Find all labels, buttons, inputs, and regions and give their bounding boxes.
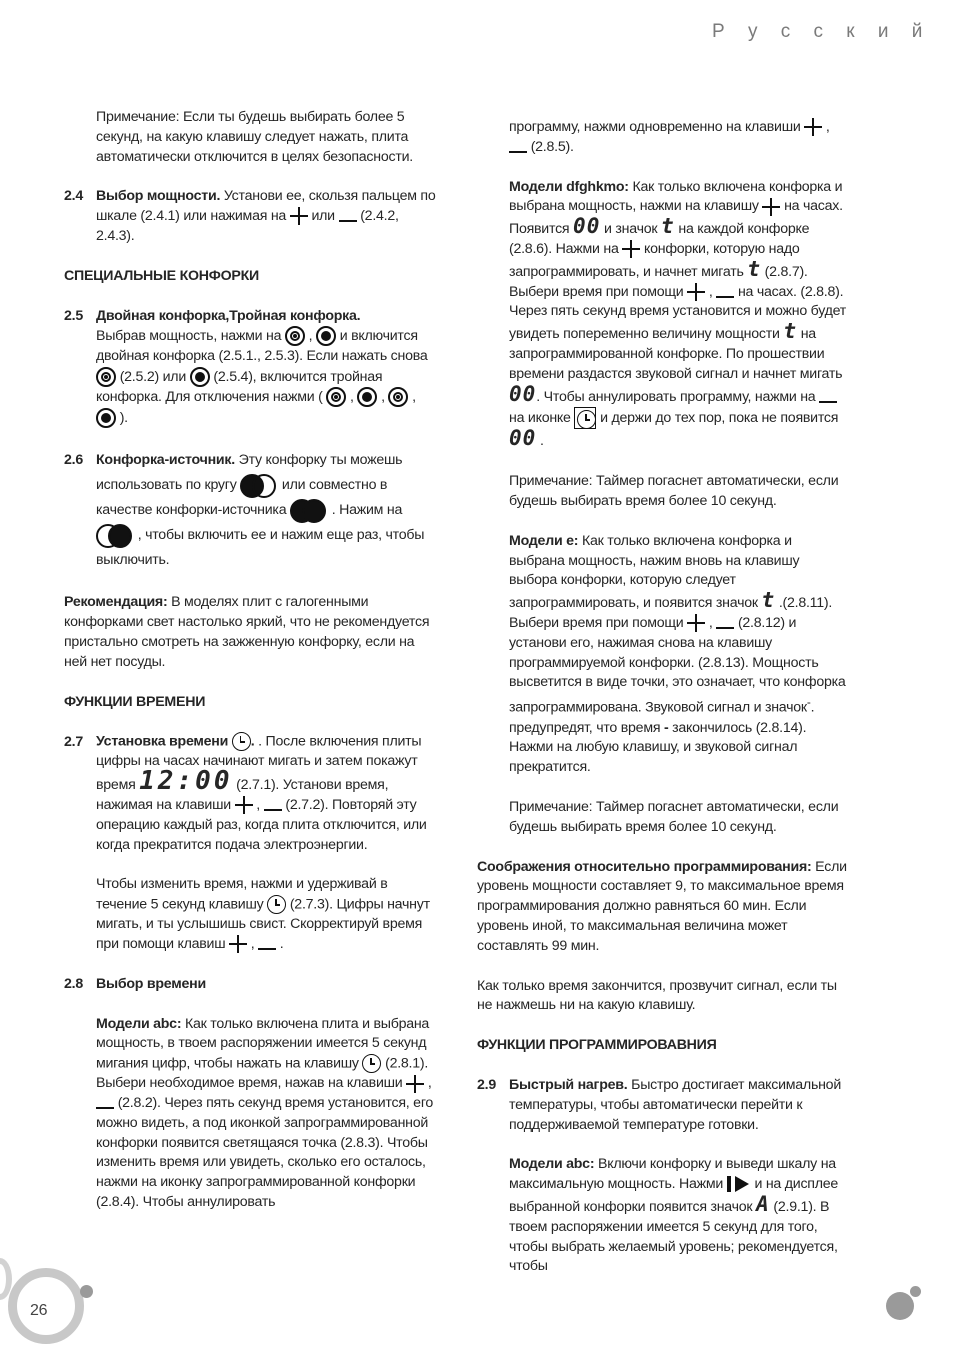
plus-icon <box>406 1075 424 1093</box>
display-00: 00 <box>509 381 537 406</box>
minus-icon <box>96 1107 114 1109</box>
clock-icon <box>362 1054 381 1073</box>
minus-icon <box>509 151 527 153</box>
decor-dot <box>80 1285 93 1298</box>
recommendation: Рекомендация: В моделях плит с галогенными конфорками свет настолько яркий, что не рекомендуется пристально смотреть на зажженную конфорку, если на ней нет посуды. <box>64 594 430 670</box>
heading-programming-functions: ФУНКЦИИ ПРОГРАММИРОВАВНИЯ <box>477 1037 717 1054</box>
plus-icon <box>235 796 253 814</box>
display-t: t <box>661 214 675 239</box>
models-abc: Модели abc: Как только включена плита и выбрана мощность, в твоем распоряжении имеется 5 секунд мигания цифр, чтобы нажать на клавишу (2.8.1). Выбери необходимое время, нажав на клавиши , (2.8.2). Через пять секунд время установится, его можно видеть, а под иконкой запрограммированной конфорки появится светящаяся точка (2.8.3). Чтобы изменить время или увидеть, сколько его осталось, нажми на иконку запрограммированной конфорки (2.8.4). Чтобы аннулировать <box>96 1015 434 1211</box>
decor-circle <box>886 1292 914 1320</box>
double-ring-icon <box>316 326 336 346</box>
time-display: 12:00 <box>139 766 233 797</box>
clock-icon <box>267 895 286 914</box>
section-2-5: 2.5 Двойная конфорка,Тройная конфорка. Выбрав мощность, нажми на , и включится двойная конфорка (2.5.1., 2.5.3). Если нажать снова (2.5.2) или (2.5.4), включится тройная конфорка. Для отключения нажми ( , , , ). <box>64 307 436 429</box>
decor-dot <box>910 1286 921 1297</box>
section-2-4: 2.4 Выбор мощности. Установи ее, скользя пальцем по шкале (2.4.1) или нажимая на или (2.4.2, 2.4.3). <box>64 188 436 244</box>
triple-ring-icon <box>285 326 305 346</box>
triple-ring-icon <box>388 387 408 407</box>
minus-icon <box>258 948 276 950</box>
section-2-9: 2.9 Быстрый нагрев. Быстро достигает максимальной температуры, чтобы автоматически перейти к поддерживаемой температуре готовки. <box>477 1077 841 1133</box>
section-2-7: 2.7 Установка времени . . После включения плиты цифры на часах начинают мигать и затем покажут время 12:00 (2.7.1). Установи время, нажимая на клавиши , (2.7.2). Повторяй эту операцию каждый раз, когда плита отключится, или когда прекратится подача электроэнергии. <box>64 733 427 853</box>
heading-time-functions: ФУНКЦИИ ВРЕМЕНИ <box>64 693 206 710</box>
triple-ring-icon <box>96 367 116 387</box>
triple-ring-icon <box>326 387 346 407</box>
note-top: Примечание: Если ты будешь выбирать более 5 секунд, на какую клавишу следует нажать, плита автоматически отключится в целях безопасности. <box>96 109 413 165</box>
source-burner-left-icon <box>240 474 278 498</box>
section-2-6: 2.6 Конфорка-источник. Эту конфорку ты можешь использовать по кругу или совместно в качестве конфорки-источника . Нажим на , чтобы включить ее и нажим еще раз, чтобы выключить. <box>64 452 425 569</box>
minus-icon <box>264 809 282 811</box>
plus-icon <box>762 198 780 216</box>
minus-icon <box>716 627 734 629</box>
paragraph-continue: программу, нажми одновременно на клавиши , (2.8.5). <box>509 119 830 155</box>
double-ring-icon <box>190 367 210 387</box>
clock-button-icon <box>574 407 596 429</box>
models-e: Модели e: Как только включена конфорка и выбрана мощность, нажим вновь на клавишу выбора конфорки, которую следует запрограммировать, и появится значок t .(2.8.11). Выбери время при помощи , (2.8.12) и установи его, нажимая снова на клавишу программируемой конфорки. (2.8.13). Мощность высветится в виде точки, это означает, что конфорка запрограммирована. Звуковой сигнал и значок-. предупредят, что время - закончилось (2.8.14). Нажми на любую клавишу, и звуковой сигнал прекратится. <box>509 532 846 776</box>
models-dfghkmo: Модели dfghkmo: Как только включена конфорка и выбрана мощность, нажми на клавишу на часах. Появится 00 и значок t на каждой конфорке (2.8.6). Нажми на конфорки, которую надо запрограммировать, и начнет мигать t (2.8.7). Выбери время при помощи , на часах. (2.8.8). Через пять секунд время установится и можно будет увидеть попеременно величину мощности t на запрограммированной конфорке. По прошествии времени раздастся звуковой сигнал и начнет мигать 00. Чтобы аннулировать программу, нажми на на иконке и держи до тех пор, пока не появится 00 . <box>509 178 847 451</box>
note-timer-2: Примечание: Таймер погаснет автоматически, если будешь выбирать время более 10 секунд. <box>509 799 839 835</box>
programming-considerations: Соображения относительно программирования: Если уровень мощности составляет 9, то максимальное время программирования должно равняться 60 мин. Если уровень иной, то максимальная величина может составлять 99 мин. <box>477 858 847 954</box>
plus-icon <box>687 283 705 301</box>
plus-icon <box>290 207 308 225</box>
models-abc-fast-heat: Модели abc: Включи конфорку и выведи шкалу на максимальную мощность. Нажми и на дисплее выбранной конфорки появится значок A (2.9.1). В твоем распоряжении имеется 5 секунд для того, чтобы выбрать желаемый уровень; рекомендуется, чтобы <box>509 1156 839 1275</box>
plus-icon <box>804 118 822 136</box>
minus-icon <box>339 220 357 222</box>
clock-icon <box>232 732 251 751</box>
display-t: t <box>747 256 761 281</box>
double-ring-icon <box>96 408 116 428</box>
display-00: 00 <box>573 214 601 239</box>
display-t: t <box>783 319 798 344</box>
paragraph-change-time: Чтобы изменить время, нажми и удерживай в течение 5 секунд клавишу (2.7.3). Цифры начнут мигать, и ты услышишь свист. Скорректируй время при помощи клавиш , . <box>96 876 430 953</box>
language-label: Р у с с к и й <box>712 21 932 42</box>
heading-special-burners: СПЕЦИАЛЬНЫЕ КОНФОРКИ <box>64 267 259 284</box>
plus-icon <box>622 240 640 258</box>
section-2-8: 2.8 Выбор времени <box>64 975 206 992</box>
display-a: A <box>756 1192 770 1216</box>
left-column <box>64 108 436 1213</box>
display-t: t <box>761 588 776 613</box>
plus-icon <box>229 935 247 953</box>
double-ring-icon <box>357 387 377 407</box>
display-00: 00 <box>509 426 537 451</box>
note-timer-1: Примечание: Таймер погаснет автоматически, если будешь выбирать время более 10 секунд. <box>509 473 839 509</box>
minus-icon <box>716 296 734 298</box>
plus-icon <box>687 614 705 632</box>
minus-icon <box>819 401 837 403</box>
source-burner-right-icon <box>96 524 134 548</box>
right-column <box>477 118 849 1277</box>
fast-heat-icon <box>727 1175 751 1193</box>
source-burner-full-icon <box>290 499 328 523</box>
page-number: 26 <box>30 1302 48 1319</box>
paragraph-end-signal: Как только время закончится, прозвучит сигнал, если ты не нажмешь ни на какую клавишу. <box>477 977 837 1014</box>
